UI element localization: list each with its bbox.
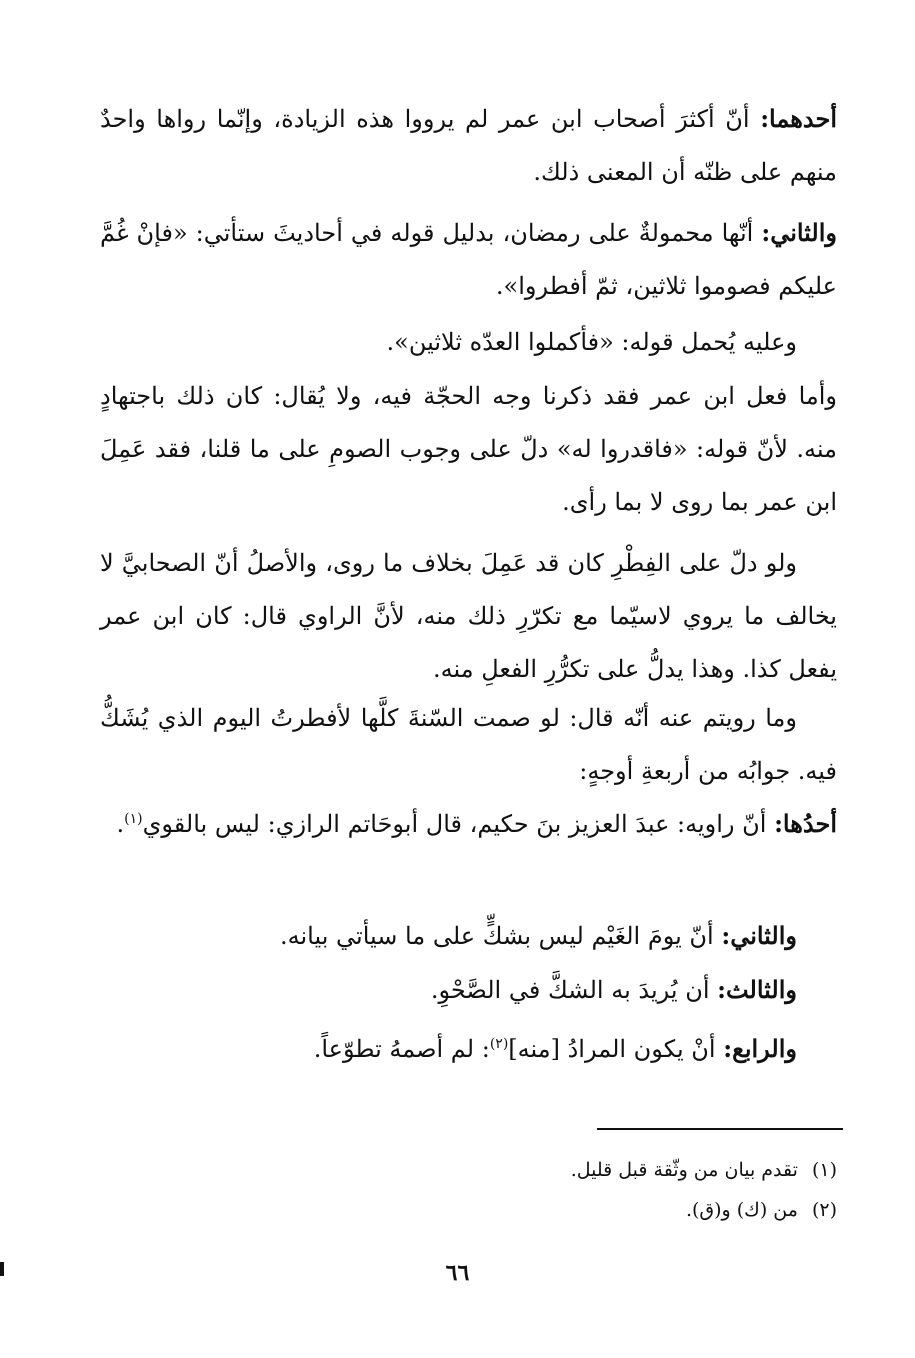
paragraph-first-reason: [100, 92, 837, 199]
footnote-2: [100, 1195, 837, 1225]
paragraph-answer-two: [100, 909, 837, 963]
footnote-number: (٢): [811, 1199, 837, 1221]
page-number: ٦٦: [445, 1260, 470, 1286]
paragraph-narration: [100, 692, 837, 798]
paragraph-text: وعليه يُحمل قوله: «فأكملوا العدّه ثلاثين».: [386, 328, 797, 356]
paragraph-text: أن يُريدَ به الشكَّ في الصَّحْوِ.: [430, 976, 718, 1004]
footnote-text: من (ك) و(ق).: [685, 1199, 798, 1221]
paragraph-text: أنّ يومَ الغَيْم ليس بشكٍّ على ما سيأتي بيانه.: [280, 922, 722, 950]
paragraph-answer-four: [100, 1022, 837, 1076]
paragraph-text: وما رويتم عنه أنّه قال: لو صمت السّنةَ كلَّها لأفطرتُ اليوم الذي يُشَكُّ فيه. جوابُه من أربعةِ أوجهٍ:: [100, 704, 837, 785]
footnote-1: [100, 1155, 837, 1185]
footnote-ref[interactable]: (١): [124, 811, 143, 827]
paragraph-text: ولو دلّ على الفِطْرِ كان قد عَمِلَ بخلاف ما روى، والأصلُ أنّ الصحابيَّ لا يخالف ما يروي لاسيّما مع تكرّرِ ذلك منه، لأنَّ الراوي قال: كان ابن عمر يفعل كذا. وهذا يدلُّ على تكرُّرِ الفعلِ منه.: [100, 549, 837, 683]
paragraph-tail: .: [116, 810, 125, 838]
paragraph-companion-rule: [100, 537, 837, 696]
paragraph-answer-one: [100, 797, 837, 851]
paragraph-lead: والرابع:: [723, 1034, 797, 1063]
paragraph-text: أنّها محمولةٌ على رمضان، بدليل قوله في أحاديثَ ستأتي: «فإنْ غُمَّ عليكم فصوموا ثلاثين، ثمّ أفطروا».: [100, 219, 837, 300]
paragraph-text: أنْ يكون المرادُ [منه]: [508, 1035, 724, 1063]
paragraph-tail: : لم أصمهُ تطوّعاً.: [313, 1035, 490, 1063]
paragraph-ibn-umar-action: [100, 370, 837, 529]
paragraph-lead: والثالث:: [717, 975, 797, 1004]
footnote-divider: [597, 1128, 843, 1130]
paragraph-second-reason: [100, 206, 837, 313]
paragraph-lead: والثاني:: [721, 921, 797, 950]
paragraph-lead: أحدُها:: [774, 809, 837, 838]
paragraph-text: أنّ أكثرَ أصحاب ابن عمر لم يرووا هذه الزيادة، وإنّما رواها واحدٌ منهم على ظنّه أن المعنى ذلك.: [100, 105, 837, 186]
paragraph-lead: أحدهما:: [760, 104, 837, 133]
paragraph-answer-three: [100, 963, 837, 1017]
paragraph-text: أنّ راويه: عبدَ العزيز بنَ حكيم، قال أبوحَاتم الرازي: ليس بالقوي: [142, 810, 775, 838]
paragraph-text: وأما فعل ابن عمر فقد ذكرنا وجه الحجّة فيه، ولا يُقال: كان ذلك باجتهادٍ منه. لأنّ قوله: «فاقدروا له» دلّ على وجوب الصومِ على ما قلنا، فقد عَمِلَ ابن عمر بما روى لا بما رأى.: [100, 382, 837, 516]
paragraph-hadith-quote: [100, 316, 837, 369]
paragraph-lead: والثاني:: [761, 218, 837, 247]
footnote-number: (١): [811, 1159, 837, 1181]
scan-edge-mark: [0, 1262, 4, 1276]
footnote-text: تقدم بيان من وثّقة قبل قليل.: [570, 1159, 798, 1181]
footnote-ref[interactable]: (٢): [489, 1036, 509, 1052]
